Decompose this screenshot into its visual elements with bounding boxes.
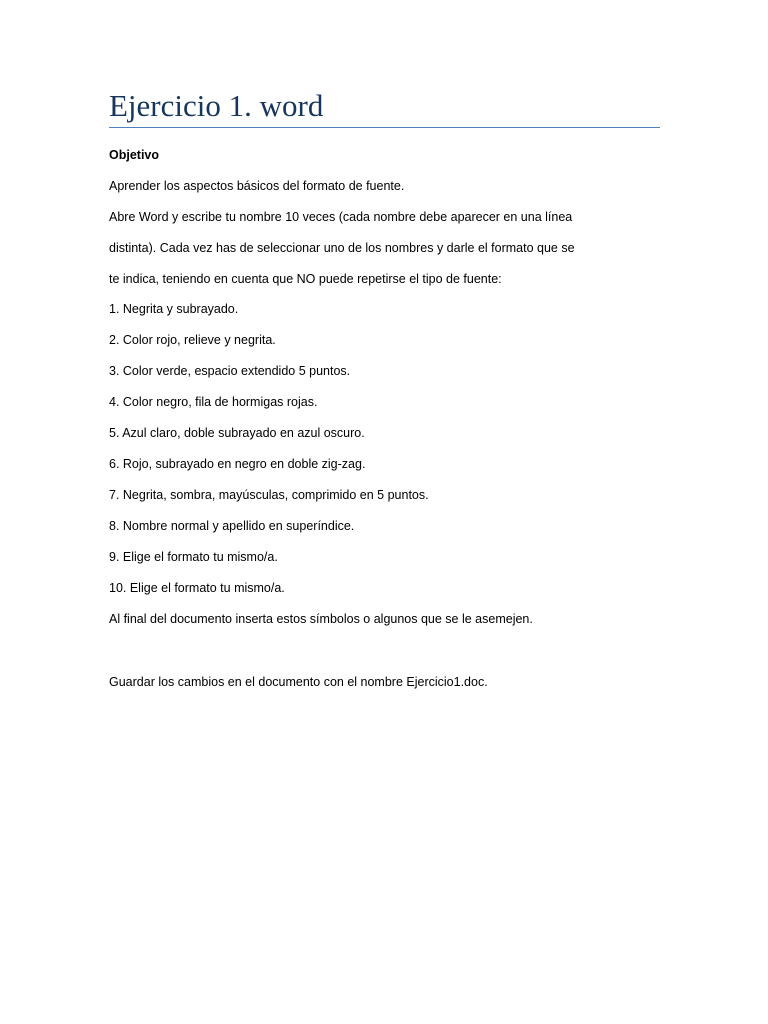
- instruction-line: Abre Word y escribe tu nombre 10 veces (cada nombre debe aparecer en una línea: [109, 210, 573, 224]
- list-item: 4. Color negro, fila de hormigas rojas.: [109, 395, 318, 409]
- list-item: 7. Negrita, sombra, mayúsculas, comprimido en 5 puntos.: [109, 488, 429, 502]
- objective-heading: Objetivo: [109, 148, 160, 162]
- intro-text: Aprender los aspectos básicos del formato de fuente.: [109, 179, 405, 193]
- list-item: 3. Color verde, espacio extendido 5 puntos.: [109, 364, 351, 378]
- list-item: 10. Elige el formato tu mismo/a.: [109, 581, 285, 595]
- list-item: 8. Nombre normal y apellido en superíndice.: [109, 519, 355, 533]
- list-item: 2. Color rojo, relieve y negrita.: [109, 333, 276, 347]
- list-item: 5. Azul claro, doble subrayado en azul oscuro.: [109, 426, 365, 440]
- list-item: 9. Elige el formato tu mismo/a.: [109, 550, 278, 564]
- instruction-line: distinta). Cada vez has de seleccionar uno de los nombres y darle el formato que se: [109, 241, 575, 255]
- instruction-line: te indica, teniendo en cuenta que NO puede repetirse el tipo de fuente:: [109, 272, 502, 286]
- list-item: 1. Negrita y subrayado.: [109, 302, 239, 316]
- document-title: Ejercicio 1. word: [109, 88, 324, 123]
- list-item: 6. Rojo, subrayado en negro en doble zig-zag.: [109, 457, 366, 471]
- save-note: Guardar los cambios en el documento con el nombre Ejercicio1.doc.: [109, 675, 488, 689]
- symbols-note: Al final del documento inserta estos símbolos o algunos que se le asemejen.: [109, 612, 533, 626]
- title-underline: [109, 127, 660, 128]
